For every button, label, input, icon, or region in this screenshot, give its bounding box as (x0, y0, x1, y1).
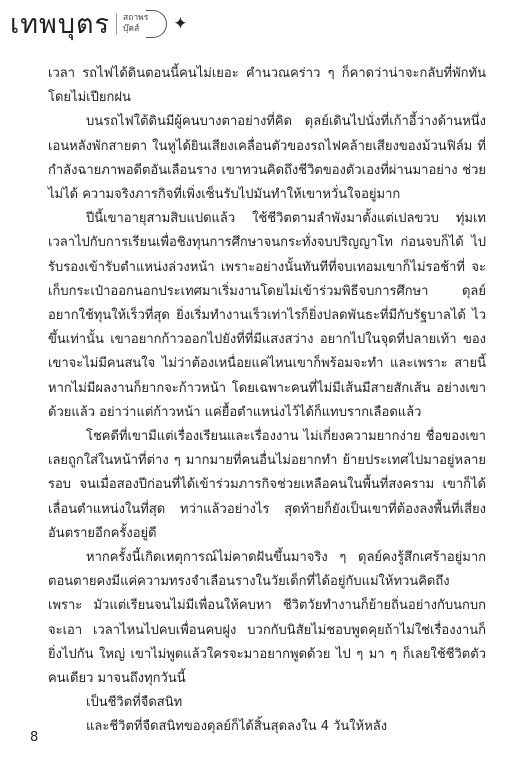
publisher-sublogo-line1: สถาพร (123, 13, 149, 23)
paragraph: เวลา รถไฟได้ดินตอนนี้คนไม่เยอะ คำนวณคร่าว ๆ ก็คาดว่าน่าจะกลับที่พักทัน โดยไม่เปียกฝน (48, 66, 486, 106)
paragraph: บนรถไฟใต้ดินมีผู้คนบางตาอย่างที่คิด ดุลย์เดินไปนั่งที่เก้าอี้ว่างด้านหนึ่ง เอนหลังพักสายตา ในหูได้ยินเสียงเคลื่อนตัวของรถไฟคล้ายเสียงของม้วนฟิล์ม ที่กำลังฉายภาพอดีตอันเลือนราง เขาทวนคิดถึงชีวิตของตัวเองที่ผ่านมาอย่าง ช่วยไม่ได้ ความจริงภารกิจที่เพิ่งเซ็นรับไปมันทำให้เขาหวั่นใจอยู่มาก (48, 114, 486, 203)
paragraph: เป็นชีวิตที่จืดสนิท (86, 695, 183, 711)
paragraph: และชีวิตที่จืดสนิทของดุลย์ก็ได้สิ้นสุดลงใน 4 วันให้หลัง (86, 719, 388, 735)
paragraph: หากครั้งนี้เกิดเหตุการณ์ไม่คาดฝันขึ้นมาจริง ๆ ดุลย์คงรู้สึกเศร้าอยู่มาก ตอนตายคงมีแค่ความทรงจำเลือนรางในวัยเด็กที่ได้อยู่กับแม่ให้ทวนคิดถึง เพราะ มัวแต่เรียนจนไม่มีเพื่อนให้คบหา ชีวิตวัยทำงานก็ย้ายถิ่นอย่างกับนกบก จะเอา เวลาไหนไปคบเพื่อนคบฝูง บวกกับนิสัยไม่ชอบพูดคุยถ้าไม่ใช่เรื่องงานก็ยิ่งไปกัน ใหญ่ เขาไม่พูดแล้วใครจะมาอยากพูดด้วย ไป ๆ มา ๆ ก็เลยใช้ชีวิตตัวคนเดียว มาจนถึงทุกวันนี้ (48, 550, 486, 687)
publisher-sublogo (116, 13, 148, 35)
publisher-logo-text: เทพบุตร (10, 8, 110, 40)
paragraph: โชคดีที่เขามีแต่เรื่องเรียนและเรื่องงาน ไม่เกี่ยงความยากง่าย ชื่อของเขา เลยถูกใส่ในหน้าที่ต่าง ๆ มากมายที่คนอื่นไม่อยากทำ ย้ายประเทศไปมาอยู่หลาย รอบ จนเมื่อสองปีก่อนที่ได้เข้าร่วมภารกิจช่วยเหลือคนในพื้นที่สงคราม เขาก็ได้ เลื่อนตำแหน่งในที่สุด ทว่าแล้วอย่างไร สุดท้ายก็ยังเป็นเขาที่ต้องลงพื้นที่เสี่ยง อันตรายอีกครั้งอยู่ดี (48, 429, 486, 541)
logo-arc-icon (146, 10, 167, 38)
page-body (48, 62, 486, 740)
four-point-star-icon: ✦ (173, 14, 188, 34)
publisher-sublogo-line2: บุ๊คส์ (123, 24, 140, 34)
page-number: 8 (30, 730, 39, 745)
book-header (10, 6, 188, 42)
paragraph: ปีนี้เขาอายุสามสิบแปดแล้ว ใช้ชีวิตตามลำพังมาตั้งแต่เปลขวบ ทุ่มเท เวลาไปกับการเรียนเพื่อชิงทุนการศึกษาจนกระทั่งจบปริญญาโท ก่อนจบก็ได้ ไปรับรองเข้ารับตำแหน่งล่วงหน้า เพราะอย่างนั้นทันทีที่จบเทอมเขาก็ไม่รอช้าที่ จะเก็บกระเป๋าออกนอกประเทศมาเริ่มงานโดยไม่เข้าร่วมพิธีจบการศึกษา ดุลย์ อยากใช้ทุนให้เร็วที่สุด ยิ่งเริ่มทำงานเร็วเท่าไรก็ยิ่งปลดพันธะที่มีกับรัฐบาลได้ ไวขึ้นเท่านั้น เขาอยากก้าวออกไปยังที่ที่มีแสงสว่าง อยากไปในจุดที่ปลายเท้า ของเขาจะไม่มีคนสนใจ ไม่ว่าต้องเหนื่อยแค่ไหนเขาก็พร้อมจะทำ และเพราะ สายนี้หากไม่มีผลงานก็ยากจะก้าวหน้า โดยเฉพาะคนที่ไม่มีเส้นมีสายสักเส้น อย่างเขาด้วยแล้ว อย่าว่าแต่ก้าวหน้า แค่ยื้อตำแหน่งไว้ได้ก็แทบรากเลือดแล้ว (48, 211, 486, 420)
